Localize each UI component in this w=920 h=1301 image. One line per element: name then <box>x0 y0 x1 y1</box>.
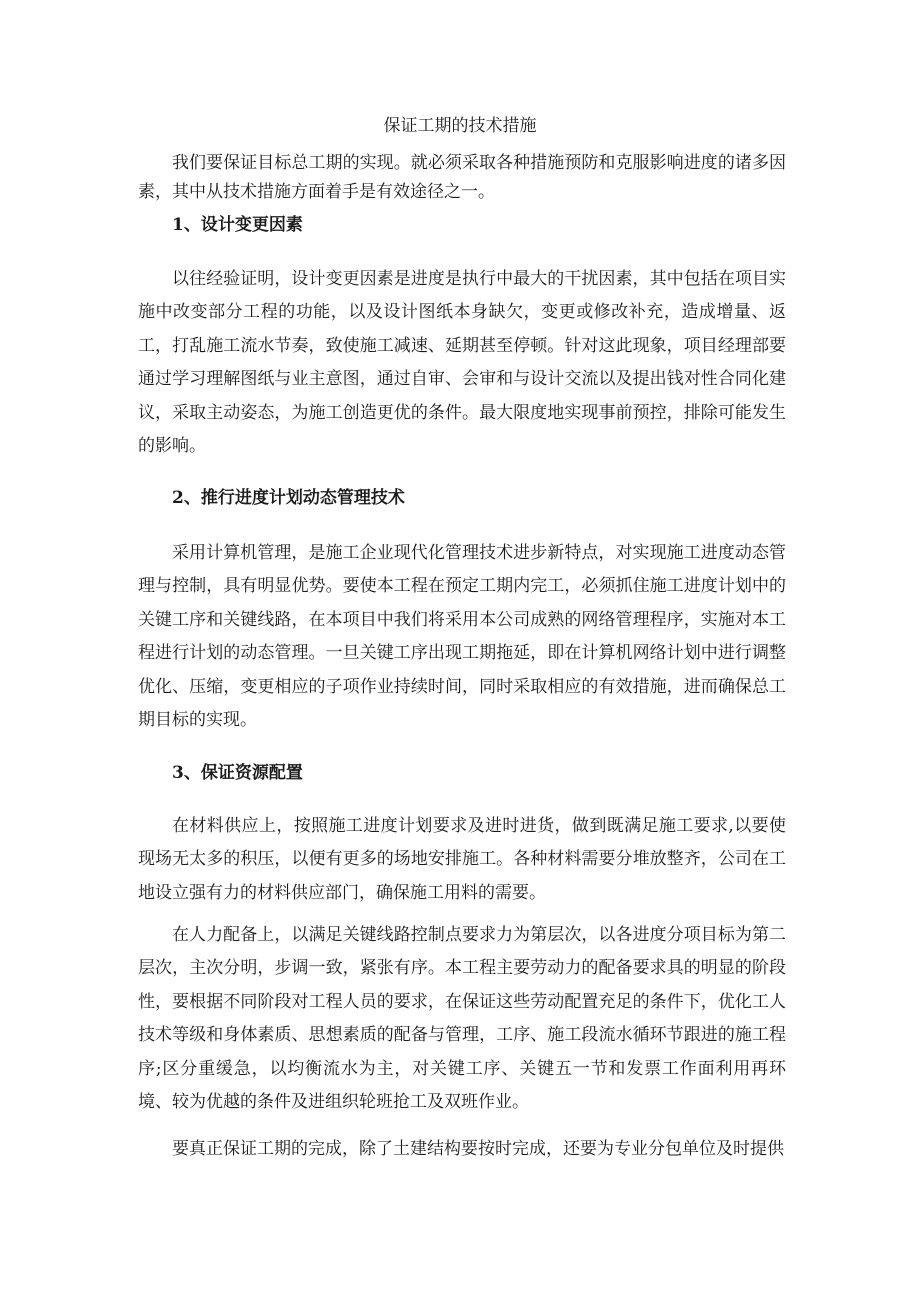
section-3-paragraph-materials: 在材料供应上，按照施工进度计划要求及进时进货，做到既满足施工要求,以要使现场无太多的积压，以便有更多的场地安排施工。各种材料需要分堆放整齐，公司在工地设立强有力的材料供应部门，确保施工用料的需要。 <box>138 816 786 903</box>
section-3-paragraph-labor: 在人力配备上，以满足关键线路控制点要求力为第层次，以各进度分项目标为第二层次，主次分明，步调一致，紧张有序。本工程主要劳动力的配备要求具的明显的阶段性，要根据不同阶段对工程人员的要求，在保证这些劳动配置充足的条件下，优化工人技术等级和身体素质、思想素质的配备与管理，工序、施工段流水循环节跟进的施工程序;区分重缓急，以均衡流水为主，对关键工序、关键五一节和发票工作面利用再环境、较为优越的条件及进组织轮班抢工及双班作业。 <box>138 925 786 1113</box>
section-2-paragraph: 采用计算机管理，是施工企业现代化管理技术进步新特点，对实现施工进度动态管理与控制，具有明显优势。要使本工程在预定工期内完工，必须抓住施工进度计划中的关键工序和关键线路，在本项目中我们将采用本公司成熟的网络管理程序，实施对本工程进行计划的动态管理。一旦关键工序出现工期拖延，即在计算机网络计划中进行调整优化、压缩，变更相应的子项作业持续时间，同时采取相应的有效措施，进而确保总工期目标的实现。 <box>138 543 786 731</box>
document-title: 保证工期的技术措施 <box>383 116 537 136</box>
section-heading-1: 1、设计变更因素 <box>172 215 303 235</box>
section-heading-2: 2、推行进度计划动态管理技术 <box>172 488 405 508</box>
section-3-paragraph-schedule: 要真正保证工期的完成，除了土建结构要按时完成，还要为专业分包单位及时提供 <box>172 1139 784 1159</box>
section-1-paragraph: 以往经验证明，设计变更因素是进度是执行中最大的干扰因素，其中包括在项目实施中改变部分工程的功能，以及设计图纸本身缺欠，变更或修改补充，造成增量、返工，打乱施工流水节奏，致使施工减速、延期甚至停顿。针对这此现象，项目经理部要通过学习理解图纸与业主意图，通过自审、会审和与设计交流以及提出钱对性合同化建议，采取主动姿态，为施工创造更优的条件。最大限度地实现事前预控，排除可能发生的影响。 <box>138 269 786 457</box>
section-heading-3: 3、保证资源配置 <box>172 763 303 783</box>
intro-paragraph: 我们要保证目标总工期的实现。就必须采取各种措施预防和克服影响进度的诸多因素，其中从技术措施方面着手是有效途径之一。 <box>138 153 786 202</box>
